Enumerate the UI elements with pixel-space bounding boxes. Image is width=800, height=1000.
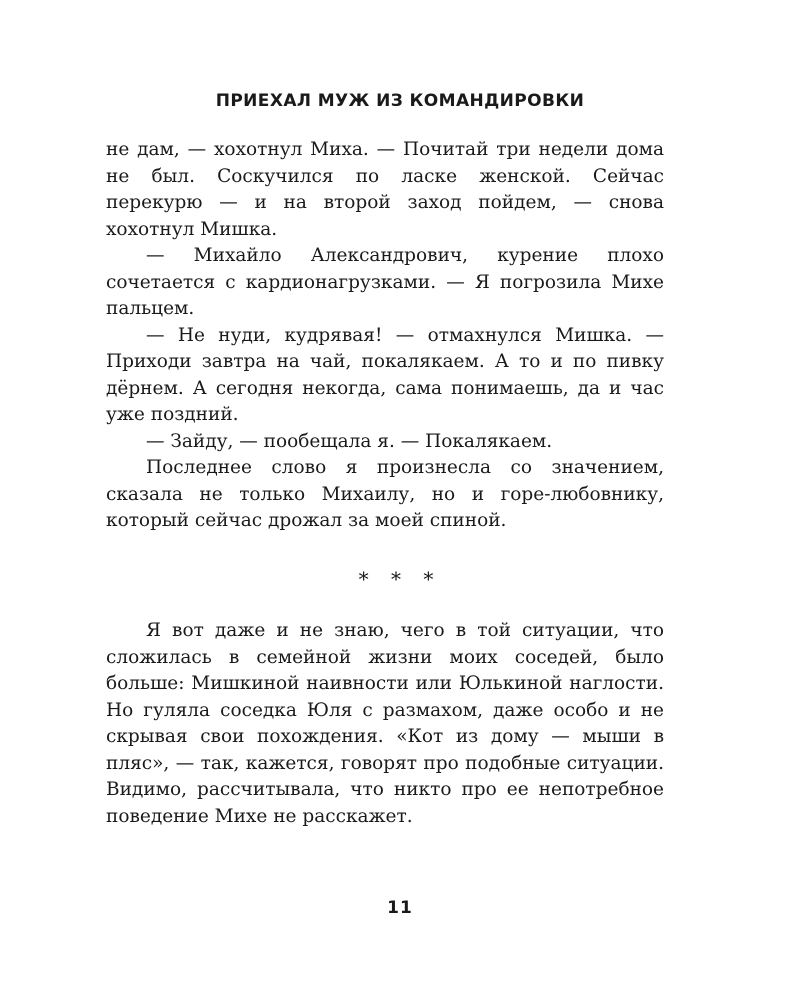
paragraph: — Не нуди, кудрявая! — отмахнулся Мишка. — Приходи завтра на чай, покалякаем. А то и по пивку дёрнем. А сегодня некогда, сама понимаешь, да и час уже поздний.	[106, 324, 664, 425]
paragraph-continued: не дам, — хохотнул Миха. — Почитай три недели дома не был. Соскучился по ласке женской. Сейчас перекурю — и на второй заход пойдем, — снова хохотнул Мишка.	[106, 139, 664, 240]
paragraph: — Зайду, — пообещала я. — Покалякаем.	[146, 430, 553, 452]
page-number: 11	[387, 898, 413, 918]
running-title: ПРИЕХАЛ МУЖ ИЗ КОМАНДИРОВКИ	[215, 91, 585, 111]
text-block-before-break	[106, 137, 664, 535]
paragraph: — Михайло Александрович, курение плохо сочетается с кардионагрузками. — Я погрозила Михе пальцем.	[106, 245, 664, 319]
paragraph: Я вот даже и не знаю, чего в той ситуации, что сложилась в семейной жизни моих соседей, было больше: Мишкиной наивности или Юлькиной наглости. Но гуляла соседка Юля с размахом, даже особо и не скрывая свои похождения. «Кот из дому — мыши в пляс», — так, кажется, говорят про подобные ситуации. Видимо, рассчитывала, что никто про ее непотребное поведение Михе не расскажет.	[106, 620, 664, 827]
text-block-after-break	[106, 618, 664, 830]
section-break: * * *	[358, 567, 442, 591]
paragraph: Последнее слово я произнесла со значением, сказала не только Михаилу, но и горе-любовнику, который сейчас дрожал за моей спиной.	[106, 457, 664, 531]
